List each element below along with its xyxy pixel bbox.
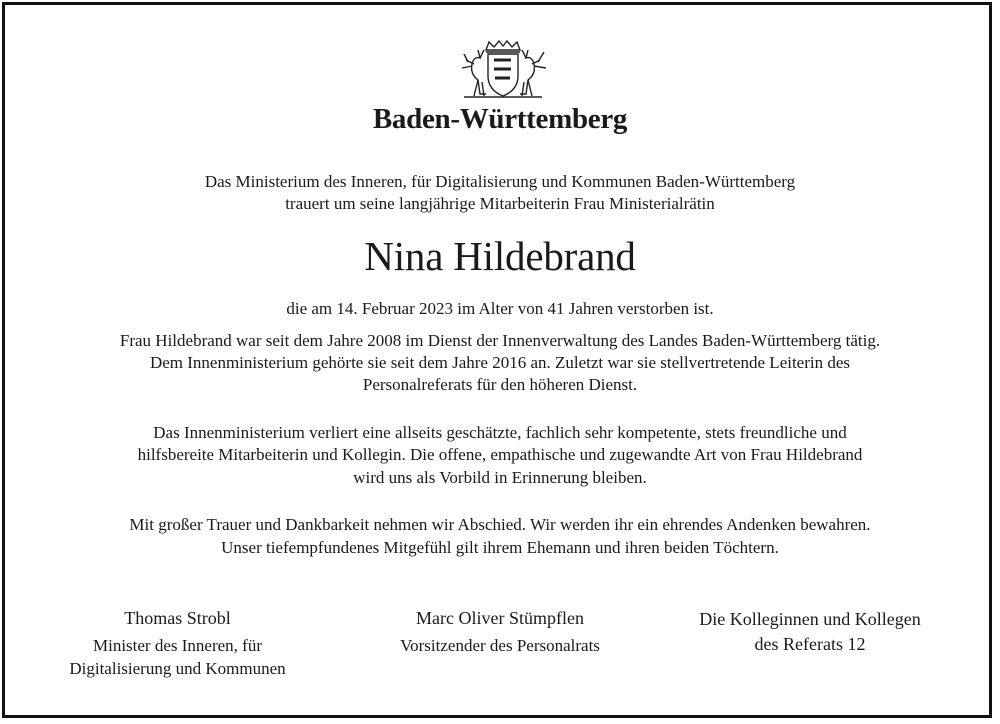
paragraph2-line-2: hilfsbereite Mitarbeiterin und Kollegin. Die offene, empathische und zugewandte Art von Frau Hildebrand bbox=[137, 445, 863, 464]
death-date-line: die am 14. Februar 2023 im Alter von 41 Jahren verstorben ist. bbox=[286, 299, 714, 318]
paragraph1-line-1: Frau Hildebrand war seit dem Jahre 2008 im Dienst der Innenverwaltung des Landes Baden-Württemberg tätig. bbox=[119, 331, 881, 350]
signatory-title: Vorsitzender des Personalrats bbox=[400, 636, 600, 655]
intro-line-1: Das Ministerium des Inneren, für Digitalisierung und Kommunen Baden-Württemberg bbox=[204, 172, 796, 191]
paragraph1-line-3: Personalreferats für den höheren Dienst. bbox=[362, 375, 638, 394]
signatory-staff-council bbox=[362, 607, 638, 657]
paragraph3-line-2: Unser tiefempfundenes Mitgefühl gilt ihrem Ehemann und ihren beiden Töchtern. bbox=[221, 538, 779, 557]
deceased-name: Nina Hildebrand bbox=[364, 233, 636, 279]
paragraph2-line-1: Das Innenministerium verliert eine allseits geschätzte, fachlich sehr kompetente, stets freundliche und bbox=[153, 423, 847, 442]
signatory-title: Minister des Inneren, für bbox=[92, 636, 262, 655]
paragraph3-line-1: Mit großer Trauer und Dankbarkeit nehmen wir Abschied. Wir werden ihr ein ehrendes Andenken bewahren. bbox=[129, 515, 871, 534]
signatory-minister bbox=[40, 607, 315, 680]
paragraph1-line-2: Dem Innenministerium gehörte sie seit dem Jahre 2016 an. Zuletzt war sie stellvertretende Leiterin des bbox=[149, 353, 851, 372]
signatory-name: des Referats 12 bbox=[754, 634, 866, 654]
coat-of-arms-icon bbox=[456, 40, 550, 100]
signatory-name: Die Kolleginnen und Kollegen bbox=[699, 609, 921, 629]
signatory-name: Thomas Strobl bbox=[124, 608, 231, 628]
signatory-title: Digitalisierung und Kommunen bbox=[69, 659, 286, 678]
paragraph2-line-3: wird uns als Vorbild in Erinnerung bleiben. bbox=[353, 468, 647, 487]
state-name-heading: Baden-Württemberg bbox=[372, 103, 628, 135]
signatory-name: Marc Oliver Stümpflen bbox=[416, 608, 584, 628]
signatory-colleagues bbox=[672, 607, 948, 657]
intro-line-2: trauert um seine langjährige Mitarbeiterin Frau Ministerialrätin bbox=[285, 194, 715, 213]
